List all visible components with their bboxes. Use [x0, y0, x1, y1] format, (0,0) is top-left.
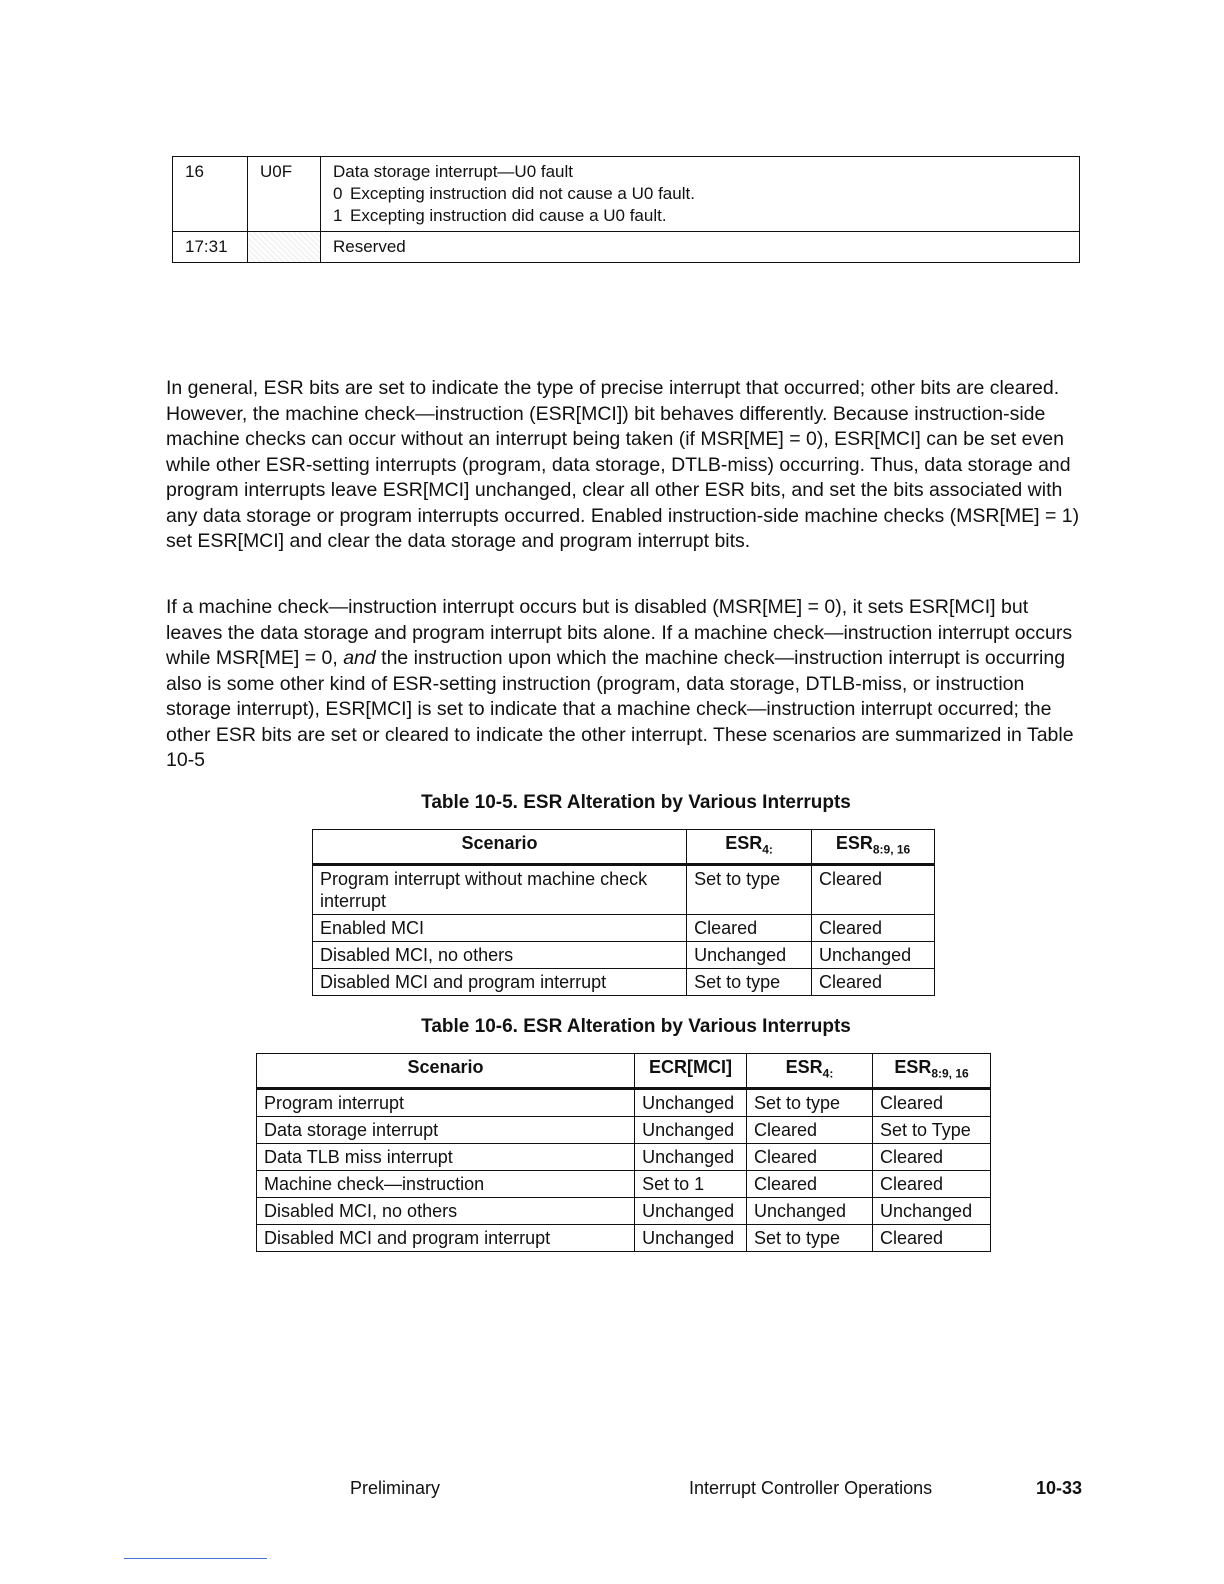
- footer-chapter-title: Interrupt Controller Operations: [689, 1478, 933, 1498]
- cell-esr4: Set to type: [746, 1088, 872, 1116]
- cell-scenario: Data storage interrupt: [257, 1116, 635, 1143]
- table-row: [173, 157, 1080, 232]
- table-row: [257, 1116, 991, 1143]
- table-header-row: [313, 830, 935, 865]
- table-row: [313, 941, 935, 968]
- header-esr8-9-16: [873, 1054, 991, 1089]
- paragraph-text: the instruction upon which the machine check—instruction interrupt is occurring also is some other kind of ESR-setting instruction (program, data storage, DTLB-miss, or instruction storage interrupt), ESR[MCI] is set to indicate that a machine check—instruction interrupt occurred; the other ESR bits are set or cleared to indicate the other interrupt. These scenarios are summarized in Table 10-5: [166, 647, 1074, 771]
- cell-esr8-9-16: Cleared: [873, 1170, 991, 1197]
- header-text: ESR: [725, 833, 763, 853]
- table-row: [257, 1170, 991, 1197]
- cell-scenario: Disabled MCI, no others: [257, 1197, 635, 1224]
- option-text: Excepting instruction did not cause a U0 fault.: [350, 184, 695, 203]
- cell-esr4: Cleared: [746, 1143, 872, 1170]
- table-row: [313, 914, 935, 941]
- option-number: 1: [333, 206, 343, 225]
- table-caption-10-6: Table 10-6. ESR Alteration by Various Interrupts: [421, 1016, 851, 1037]
- option-1: [333, 205, 1067, 227]
- table-caption-10-5: Table 10-5. ESR Alteration by Various Interrupts: [421, 792, 851, 813]
- header-subscript: 4:: [762, 842, 773, 857]
- cell-esr8-9-16: Cleared: [873, 1143, 991, 1170]
- cell-esr4: Cleared: [746, 1170, 872, 1197]
- cell-ecr-mci: Unchanged: [635, 1224, 747, 1251]
- cell-esr8-9-16: Set to Type: [873, 1116, 991, 1143]
- header-text: ESR: [785, 1057, 823, 1077]
- option-text: Excepting instruction did cause a U0 fault.: [350, 206, 667, 225]
- cell-scenario: Disabled MCI, no others: [313, 941, 687, 968]
- cell-scenario: Program interrupt without machine check interrupt: [313, 864, 687, 914]
- cell-scenario: Enabled MCI: [313, 914, 687, 941]
- cell-ecr-mci: Unchanged: [635, 1116, 747, 1143]
- cell-ecr-mci: Set to 1: [635, 1170, 747, 1197]
- header-ecr-mci: ECR[MCI]: [635, 1054, 747, 1089]
- header-scenario: Scenario: [257, 1054, 635, 1089]
- cell-esr4: Set to type: [687, 968, 812, 995]
- cell-scenario: Disabled MCI and program interrupt: [313, 968, 687, 995]
- field-name: U0F: [248, 157, 321, 232]
- cell-esr8-9-16: Cleared: [812, 968, 935, 995]
- emphasis-text: and: [343, 647, 376, 669]
- cell-esr4: Cleared: [687, 914, 812, 941]
- body-paragraph-1: In general, ESR bits are set to indicate the type of precise interrupt that occurred; other bits are cleared. However, the machine check—instruction (ESR[MCI]) bit behaves differently. Because instruction-side machine checks can occur without an interrupt being taken (if MSR[ME] = 0), ESR[MCI] can be set even while other ESR-setting interrupts (program, data storage, DTLB-miss) occurring. Thus, data storage and program interrupts leave ESR[MCI] unchanged, clear all other ESR bits, and set the bits associated with any data storage or program interrupts occurred. Enabled instruction-side machine checks (MSR[ME] = 1) set ESR[MCI] and clear the data storage and program interrupt bits.: [166, 377, 1080, 552]
- cell-ecr-mci: Unchanged: [635, 1197, 747, 1224]
- header-subscript: 8:9, 16: [931, 1066, 969, 1081]
- cell-esr4: Set to type: [687, 864, 812, 914]
- cell-esr4: Cleared: [746, 1116, 872, 1143]
- option-0: [333, 183, 1067, 205]
- cell-esr8-9-16: Cleared: [873, 1088, 991, 1116]
- header-scenario: Scenario: [313, 830, 687, 865]
- page-number: 10-33: [1036, 1478, 1083, 1498]
- cell-esr8-9-16: Cleared: [812, 914, 935, 941]
- table-row: [257, 1143, 991, 1170]
- bit-field-table: [172, 156, 1080, 263]
- field-description: [321, 157, 1080, 232]
- cell-scenario: Disabled MCI and program interrupt: [257, 1224, 635, 1251]
- header-esr8-9-16: [812, 830, 935, 865]
- bit-number: 17:31: [173, 232, 248, 263]
- table-row: [313, 864, 935, 914]
- table-row: [257, 1088, 991, 1116]
- cell-esr8-9-16: Cleared: [812, 864, 935, 914]
- header-esr4: [687, 830, 812, 865]
- cell-esr4: Unchanged: [746, 1197, 872, 1224]
- cell-esr8-9-16: Cleared: [873, 1224, 991, 1251]
- field-description: Reserved: [321, 232, 1080, 263]
- field-name-reserved: [248, 232, 321, 263]
- header-subscript: 4:: [822, 1066, 834, 1081]
- header-text: ESR: [894, 1057, 932, 1077]
- header-esr4: [746, 1054, 872, 1089]
- cell-esr8-9-16: Unchanged: [812, 941, 935, 968]
- table-row: [313, 968, 935, 995]
- cell-esr8-9-16: Unchanged: [873, 1197, 991, 1224]
- cell-scenario: Program interrupt: [257, 1088, 635, 1116]
- esr-alteration-table-10-6: [256, 1053, 991, 1252]
- footer-divider: [124, 1558, 267, 1559]
- header-text: ESR: [835, 833, 873, 853]
- table-row: [257, 1224, 991, 1251]
- paragraph-text: If a machine check—instruction interrupt occurs but is disabled (MSR[ME] = 0), it sets ESR[MCI] but leaves the data storage and program interrupt bits alone. If a machine check—instruction interrupt occurs while MSR[ME] = 0,: [166, 596, 1073, 669]
- table-row: [257, 1197, 991, 1224]
- cell-esr4: Unchanged: [687, 941, 812, 968]
- option-number: 0: [333, 184, 343, 203]
- bit-number: 16: [173, 157, 248, 232]
- cell-scenario: Data TLB miss interrupt: [257, 1143, 635, 1170]
- body-paragraph-2: [166, 595, 1086, 774]
- description-title: Data storage interrupt—U0 fault: [333, 162, 574, 181]
- esr-alteration-table-10-5: [312, 829, 935, 996]
- table-row: [173, 232, 1080, 263]
- cell-ecr-mci: Unchanged: [635, 1088, 747, 1116]
- cell-esr4: Set to type: [746, 1224, 872, 1251]
- footer-status: Preliminary: [350, 1478, 441, 1498]
- cell-scenario: Machine check—instruction: [257, 1170, 635, 1197]
- header-subscript: 8:9, 16: [872, 842, 911, 857]
- table-header-row: [257, 1054, 991, 1089]
- cell-ecr-mci: Unchanged: [635, 1143, 747, 1170]
